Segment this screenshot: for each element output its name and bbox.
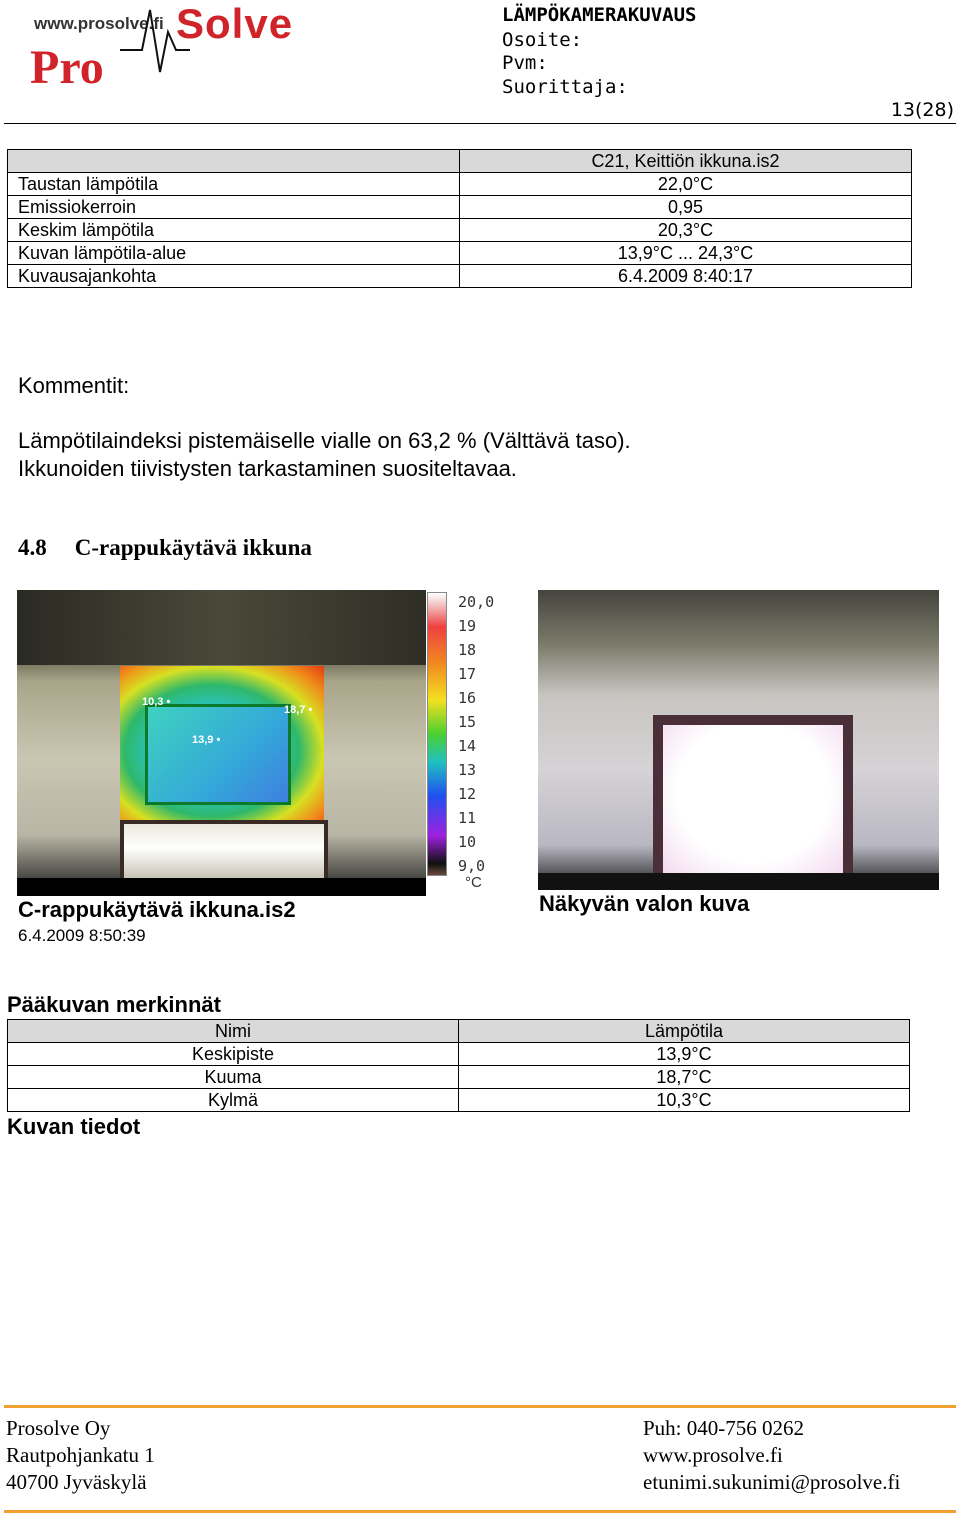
scale-tick: 18	[458, 641, 477, 659]
thermal-image	[17, 590, 426, 896]
marker-temp: 18,7°C	[459, 1066, 910, 1089]
scale-tick: 14	[458, 737, 477, 755]
visible-image-caption: Näkyvän valon kuva	[539, 891, 750, 916]
table-row	[8, 1089, 910, 1112]
marker-temp: 13,9°C	[459, 1043, 910, 1066]
section-title: C-rappukäytävä ikkuna	[74, 535, 312, 560]
logo-pro: Pro	[30, 41, 104, 94]
scale-tick: 9,0	[458, 857, 486, 875]
report-title: LÄMPÖKAMERAKUVAUS	[502, 4, 697, 26]
file-name: C21, Keittiön ikkuna.is2	[460, 150, 912, 173]
column-header: Nimi	[8, 1020, 459, 1043]
logo-pulse-icon	[120, 2, 190, 82]
window-photo	[653, 715, 853, 885]
row-value: 20,3°C	[460, 219, 912, 242]
footer-address	[6, 1415, 155, 1496]
street-address: Rautpohjankatu 1	[6, 1443, 155, 1467]
company-name: Prosolve Oy	[6, 1416, 111, 1440]
performer-label: Suorittaja:	[502, 76, 628, 98]
logo-solve: Solve	[176, 0, 294, 47]
header-divider	[4, 123, 956, 124]
temperature-scale-bar	[427, 592, 447, 876]
row-value: 0,95	[460, 196, 912, 219]
section-number: 4.8	[18, 535, 47, 560]
scale-tick: 13	[458, 761, 477, 779]
scale-tick: 16	[458, 689, 477, 707]
table-row	[8, 1043, 910, 1066]
comment-line: Lämpötilaindeksi pistemäiselle vialle on 63,2 % (Välttävä taso).	[18, 428, 631, 453]
footer-contact	[643, 1415, 900, 1496]
table-row	[8, 242, 912, 265]
footer-divider-bottom	[4, 1510, 956, 1513]
table-row	[8, 150, 912, 173]
image-bottom-bar	[17, 878, 426, 896]
marker-name: Keskipiste	[8, 1043, 459, 1066]
table-row	[8, 1066, 910, 1089]
markers-table	[7, 1019, 910, 1112]
scale-tick: 12	[458, 785, 477, 803]
table-row	[8, 265, 912, 288]
table-row	[8, 196, 912, 219]
row-label: Taustan lämpötila	[8, 173, 460, 196]
comment-line: Ikkunoiden tiivistysten tarkastaminen suositeltavaa.	[18, 456, 517, 481]
temperature-scale-ticks	[458, 590, 502, 878]
thermal-overlay	[120, 666, 324, 820]
footer-divider-top	[4, 1405, 956, 1408]
scale-tick: 17	[458, 665, 477, 683]
visible-light-image	[538, 590, 939, 890]
website-link[interactable]: www.prosolve.fi	[643, 1443, 783, 1467]
scale-tick: 10	[458, 833, 477, 851]
image-info-table	[7, 149, 912, 288]
scale-unit: °C	[465, 874, 482, 891]
hot-point-label: 18,7 •	[284, 704, 313, 716]
comments-text	[18, 427, 631, 483]
address-label: Osoite:	[502, 29, 583, 51]
city-address: 40700 Jyväskylä	[6, 1470, 147, 1494]
table-cell	[8, 150, 460, 173]
table-header-row	[8, 1020, 910, 1043]
image-region	[17, 590, 426, 665]
center-point-label: 13,9 •	[192, 734, 221, 746]
logo-url: www.prosolve.fi	[34, 14, 164, 33]
row-value: 6.4.2009 8:40:17	[460, 265, 912, 288]
thermal-image-timestamp: 6.4.2009 8:50:39	[18, 926, 146, 945]
row-value: 13,9°C ... 24,3°C	[460, 242, 912, 265]
comments-heading: Kommentit:	[18, 373, 130, 398]
marker-name: Kylmä	[8, 1089, 459, 1112]
row-value: 22,0°C	[460, 173, 912, 196]
thermal-window	[145, 704, 291, 805]
row-label: Emissiokerroin	[8, 196, 460, 219]
row-label: Kuvausajankohta	[8, 265, 460, 288]
marker-temp: 10,3°C	[459, 1089, 910, 1112]
markers-heading: Pääkuvan merkinnät	[7, 992, 221, 1017]
row-label: Kuvan lämpötila-alue	[8, 242, 460, 265]
row-label: Keskim lämpötila	[8, 219, 460, 242]
marker-name: Kuuma	[8, 1066, 459, 1089]
image-bottom-bar	[538, 873, 939, 890]
scale-tick: 15	[458, 713, 477, 731]
scale-tick: 19	[458, 617, 477, 635]
page-number: 13(28)	[890, 99, 954, 121]
scale-tick: 20,0	[458, 593, 495, 611]
email-link[interactable]: etunimi.sukunimi@prosolve.fi	[643, 1470, 901, 1494]
cold-point-label: 10,3 •	[142, 696, 171, 708]
table-row	[8, 173, 912, 196]
scale-tick: 11	[458, 809, 477, 827]
section-heading	[18, 535, 312, 561]
date-label: Pvm:	[502, 52, 548, 74]
phone-number: Puh: 040-756 0262	[643, 1416, 805, 1440]
column-header: Lämpötila	[459, 1020, 910, 1043]
thermal-image-caption: C-rappukäytävä ikkuna.is2	[18, 897, 296, 922]
image-info-heading: Kuvan tiedot	[7, 1114, 141, 1139]
table-row	[8, 219, 912, 242]
